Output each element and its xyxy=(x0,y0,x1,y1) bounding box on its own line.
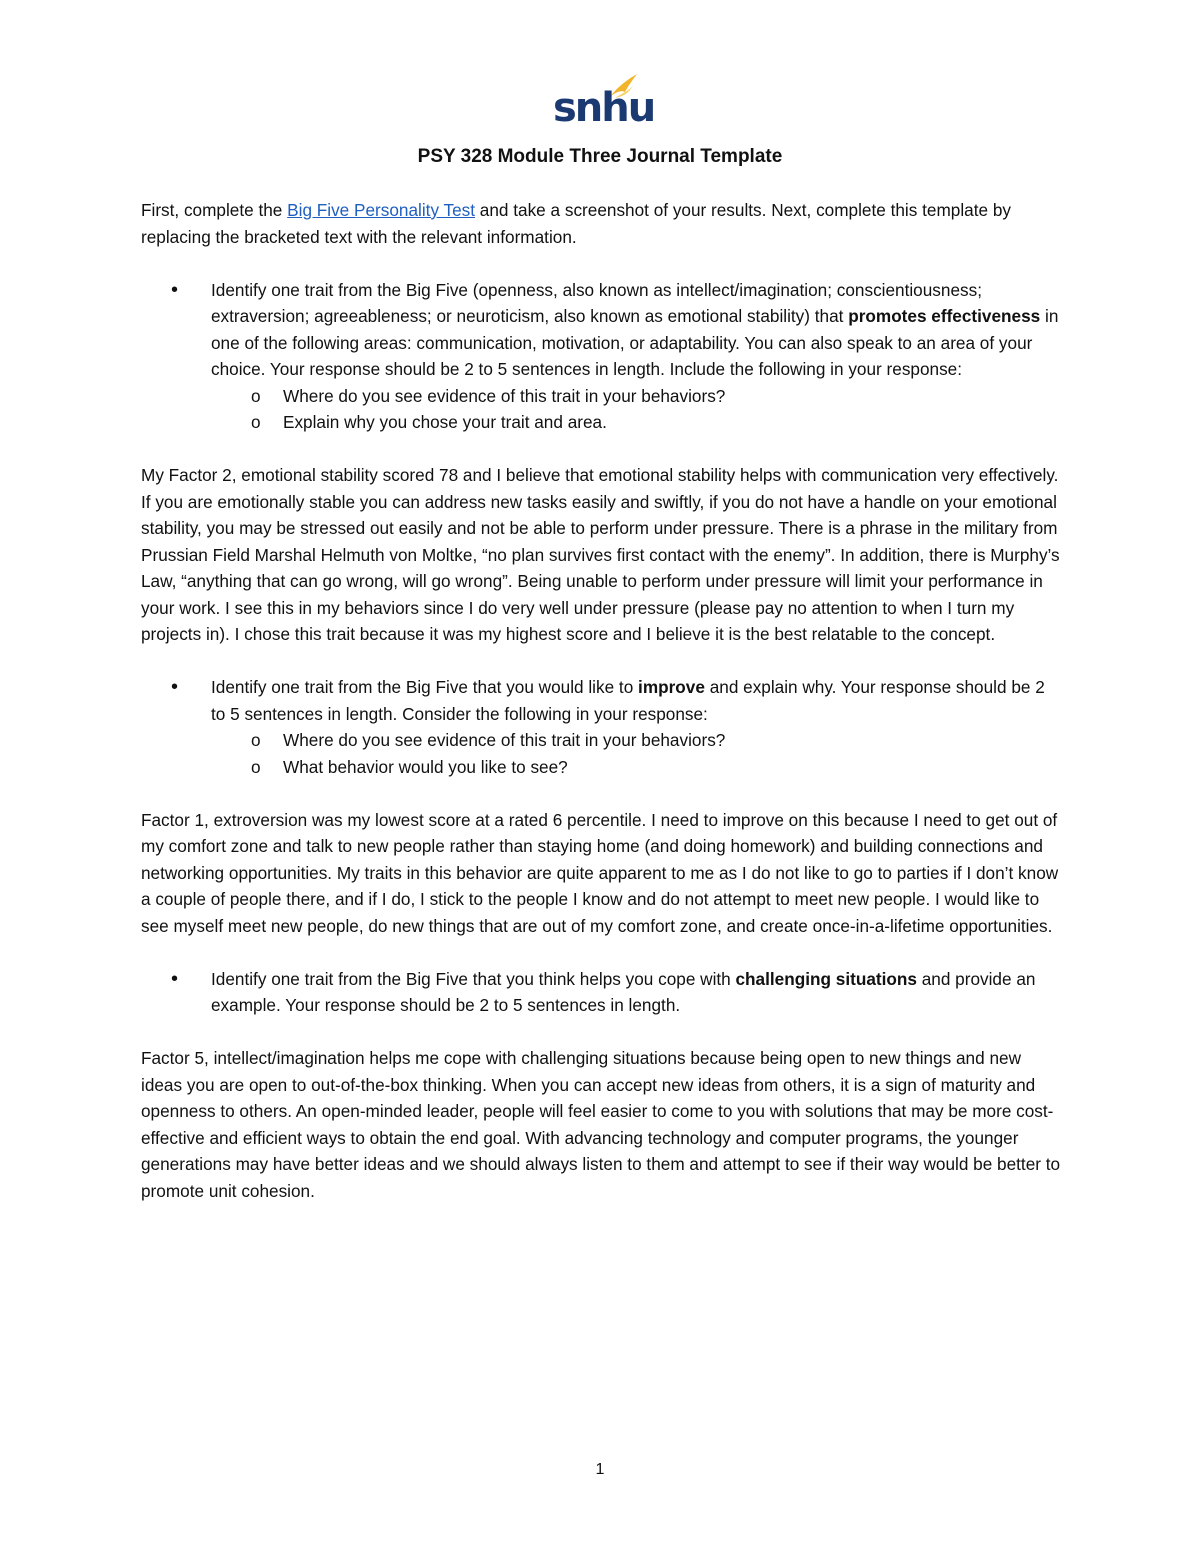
sub-bullet-marker: o xyxy=(251,730,261,750)
spacer xyxy=(141,939,1061,966)
spacer xyxy=(141,780,1061,807)
spacer xyxy=(141,250,1061,277)
sub-bullet-marker: o xyxy=(251,756,261,777)
sub-bullet-marker: o xyxy=(251,385,261,406)
prompt-list-1 xyxy=(141,277,1061,436)
logo-text: snhu xyxy=(553,85,655,131)
prompt-2 xyxy=(141,674,1061,780)
prompt-1-bold: promotes effectiveness xyxy=(848,306,1041,326)
sub-item-text: Explain why you chose your trait and area. xyxy=(283,412,607,432)
intro-text-start: First, complete the xyxy=(141,200,288,220)
response-1: My Factor 2, emotional stability scored 78 and I believe that emotional stability helps with communication very effectively. If you are emotionally stable you can address new tasks easily and swiftly, if you do not have a handle on your emotional stability, you may be stressed out easily and not be able to perform under pressure. There is a phrase in the military from Prussian Field Marshal Helmuth von Moltke, “no plan survives first contact with the enemy”. In addition, there is Murphy’s Law, “anything that can go wrong, will go wrong”. Being unable to perform under pressure will limit your performance in your work. I see this in my behaviors since I do very well under pressure (please pay no attention to when I turn my projects in). I chose this trait because it was my highest score and I believe it is the best relatable to the concept. xyxy=(141,465,1060,644)
prompt-2-sublist xyxy=(211,727,1061,780)
page-title: PSY 328 Module Three Journal Template xyxy=(417,146,783,167)
sub-item-text: Where do you see evidence of this trait in your behaviors? xyxy=(283,385,726,406)
spacer xyxy=(141,648,1061,675)
spacer xyxy=(141,1019,1061,1046)
intro-paragraph xyxy=(141,197,1061,250)
prompt-2-text-b: and explain why. Your response should be 2 to 5 sentences in length. Consider the following in your response: xyxy=(211,677,1045,724)
page-number: 1 xyxy=(595,1461,605,1478)
prompt-1-sub-item xyxy=(211,383,1061,410)
prompt-2-bold: improve xyxy=(638,677,705,697)
intro-text-end: and take a screenshot of your results. Next, complete this template by replacing the bracketed text with the relevant information. xyxy=(141,200,1011,247)
prompt-2-sub-item xyxy=(211,727,1061,754)
prompt-list-3 xyxy=(141,966,1061,1019)
response-3: Factor 5, intellect/imagination helps me cope with challenging situations because being open to new things and new ideas you are open to out-of-the-box thinking. When you can accept new ideas from others, it is a sign of maturity and openness to others. An open-minded leader, people will feel easier to come to you with solutions that may be more cost-effective and efficient ways to obtain the end goal. With advancing technology and computer programs, the younger generations may have better ideas and we should always listen to them and attempt to see if their way would be better to promote unit cohesion. xyxy=(141,1048,1061,1201)
document-body xyxy=(141,197,1061,1204)
big-five-test-link[interactable]: Big Five Personality Test xyxy=(287,200,476,220)
prompt-list-2 xyxy=(141,674,1061,780)
response-2: Factor 1, extroversion was my lowest score at a rated 6 percentile. I need to improve on this because I need to get out of my comfort zone and talk to new people rather than staying home (and doing homework) and building connections and networking opportunities. My traits in this behavior are quite apparent to me as I do not like to go to parties if I don’t know a couple of people there, and if I do, I stick to the people I know and do not attempt to meet new people. I would like to see myself meet new people, do new things that are out of my comfort zone, and create once-in-a-lifetime opportunities. xyxy=(141,809,1059,936)
prompt-2-text-a: Identify one trait from the Big Five that you would like to xyxy=(211,677,639,697)
prompt-3-text-b: and provide an example. Your response should be 2 to 5 sentences in length. xyxy=(211,968,1036,1015)
prompt-1-sublist xyxy=(211,383,1061,436)
prompt-1-text-b: in one of the following areas: communication, motivation, or adaptability. You can also speak to an area of your choice. Your response should be 2 to 5 sentences in length. Include the following in your response: xyxy=(211,306,1059,379)
sub-item-text: What behavior would you like to see? xyxy=(283,756,568,777)
sub-bullet-marker: o xyxy=(251,412,261,432)
prompt-1-text-a: Identify one trait from the Big Five (openness, also known as intellect/imagination; conscientiousness; extraversion; agreeableness; or neuroticism, also known as emotional stability) that xyxy=(211,279,982,326)
prompt-1 xyxy=(141,277,1061,436)
prompt-3 xyxy=(141,966,1061,1019)
spacer xyxy=(141,436,1061,463)
sub-item-text: Where do you see evidence of this trait in your behaviors? xyxy=(283,730,726,750)
prompt-2-sub-item xyxy=(211,754,1061,781)
prompt-3-text-a: Identify one trait from the Big Five that you think helps you cope with xyxy=(211,968,736,989)
prompt-3-bold: challenging situations xyxy=(735,968,917,989)
prompt-1-sub-item xyxy=(211,409,1061,436)
snhu-logo xyxy=(553,72,655,134)
